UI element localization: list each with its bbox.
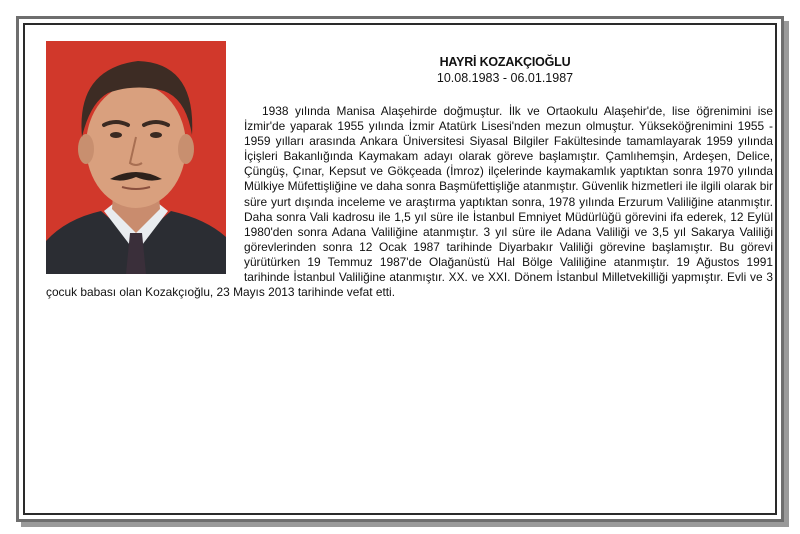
term-dates: 10.08.1983 - 06.01.1987	[436, 71, 574, 85]
document-inner-frame	[23, 23, 777, 515]
biography-text: 1938 yılında Manisa Alaşehirde doğmuştur. İlk ve Ortaokulu Alaşehir'de, lise öğrenimini ise İzmir'de yaparak 1955 yılında İzmir Atatürk Lisesi'nden mezun olmuştur. Yükseköğrenimini 1955 - 1959 yılları arasında Ankara Üniversitesi Siyasal Bilgiler Fakültesinde tamamlayarak 1959 yılında İçişleri Bakanlığında Kaymakam adayı olarak göreve başlamıştır. Çamlıhemşin, Ardeşen, Delice, Çüngüş, Çınar, Kepsut ve Gökçeada (İmroz) ilçelerinde kaymakamlık yaptıktan sonra 1970 yılında Mülkiye Müfettişliğine ve daha sonra Başmüfettişliğe atanmıştır. Güvenlik hizmetleri ile ilgili olarak bir süre yurt dışında inceleme ve araştırma yaptıktan sonra, 1978 yılında Erzurum Valiliğine atanmıştır. Daha sonra Vali kadrosu ile 1,5 yıl süre ile İstanbul Emniyet Müdürlüğü görevini ifa ederek, 12 Eylül 1980'den sonra Adana Valiliğine atanmıştır. 3 yıl süre ile Adana Valiliği ve 3,5 yıl Sakarya Valiliği görevlerinden sonra 12 Ocak 1987 tarihinde Diyarbakır Valiliği görevine başlamıştır. Bu görevi yürütürken 19 Temmuz 1987'de Olağanüstü Hal Bölge Valiliğine atanmıştır. 19 Ağustos 1991 tarihinde İstanbul Valiliğine atanmıştır. XX. ve XXI. Dönem İstanbul Milletvekilliği yapmıştır. Evli ve 3 çocuk babası olan Kozakçıoğlu, 23 Mayıs 2013 tarihinde vefat etti.	[46, 104, 773, 300]
document-frame	[16, 16, 784, 522]
photo-spacer	[46, 104, 244, 279]
person-name: HAYRİ KOZAKÇIOĞLU	[439, 55, 571, 69]
biography	[46, 104, 773, 300]
header	[345, 55, 665, 85]
